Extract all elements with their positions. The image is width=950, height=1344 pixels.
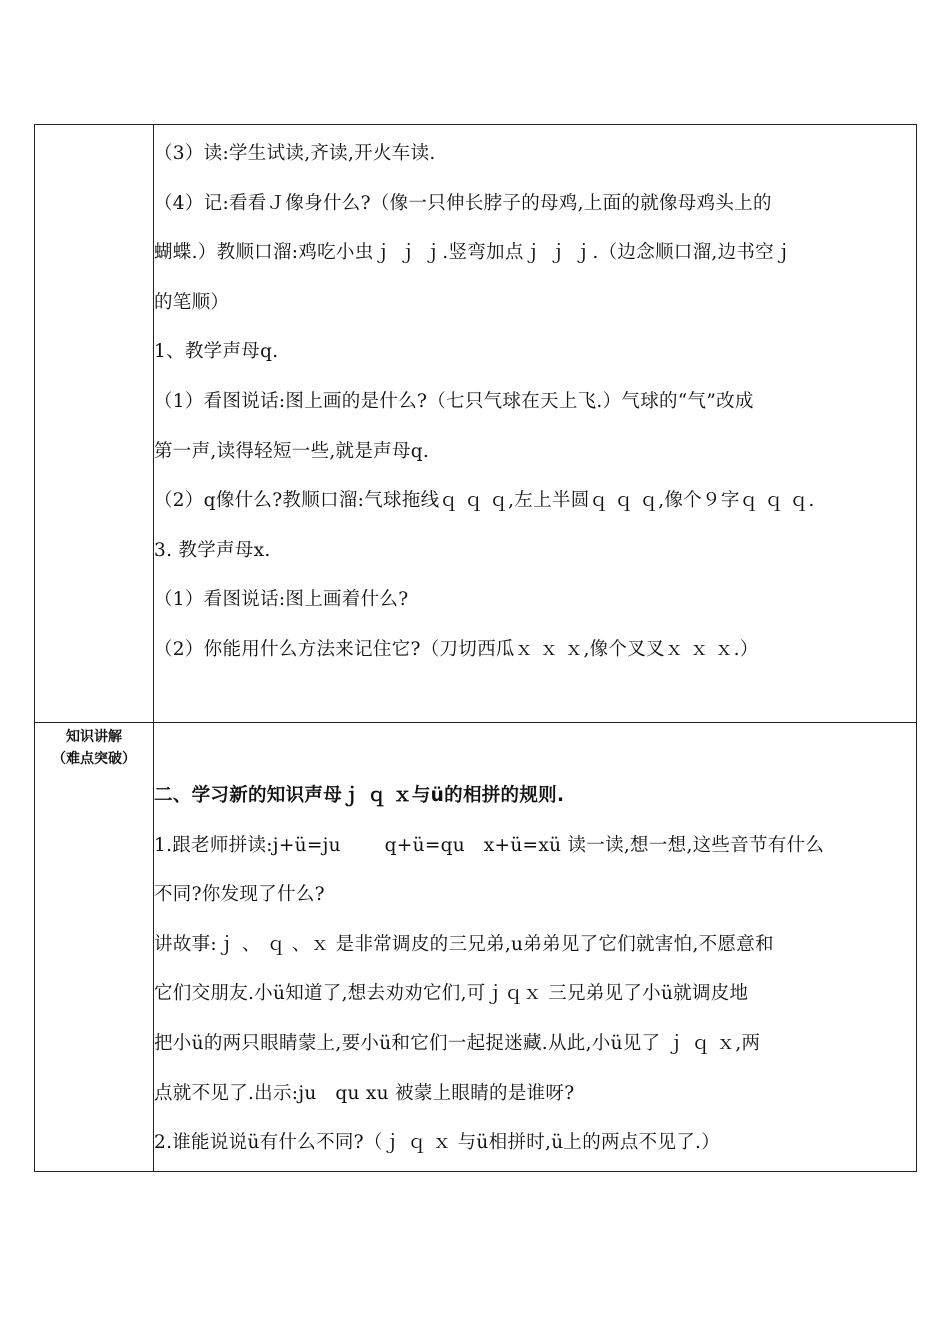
text-line: 蝴蝶.）教顺口溜:鸡吃小虫ｊ ｊ ｊ.竖弯加点ｊ ｊ ｊ.（边念顺口溜,边书空ｊ [154,242,793,264]
table-row [35,723,917,1172]
content-cell-spelling-rules [154,723,917,1172]
text-line: （1）看图说话:图上画着什么? [154,589,409,611]
lesson-plan-table [34,124,917,1172]
text-line: 不同?你发现了什么? [154,884,325,906]
text-line: 1、教学声母q. [154,341,279,363]
label-cell-knowledge [35,723,154,1172]
section-label [35,726,153,770]
text-line: （3）读:学生试读,齐读,开火车读. [154,143,436,164]
text-line: 2.谁能说说ü有什么不同?（ｊ ｑ ｘ 与ü相拼时,ü上的两点不见了.） [154,1132,721,1154]
text-line: 的笔顺） [154,291,230,313]
text-line: 把小ü的两只眼睛蒙上,要小ü和它们一起捉迷藏.从此,小ü见了 ｊ ｑ ｘ,两 [154,1032,761,1054]
text-line: 1.跟老师拼读:j+ü=ju q+ü=qu x+ü=xü 读一读,想一想,这些音节有什么 [154,834,825,856]
text-line: （2）你能用什么方法来记住它?（刀切西瓜ｘ ｘ ｘ,像个叉叉ｘ ｘ ｘ.） [154,638,759,660]
table-row [35,125,917,723]
text-line: （4）记:看看Ｊ像身什么?（像一只伸长脖子的母鸡,上面的就像母鸡头上的 [154,192,772,214]
text-line: 点就不见了.出示:ju qu xu 被蒙上眼睛的是谁呀? [154,1082,575,1104]
text-line: 第一声,读得轻短一些,就是声母q. [154,440,430,462]
section-heading: 二、学习新的知识声母ｊ ｑ ｘ与ü的相拼的规则. [154,785,565,806]
content-cell-jqx-teaching [154,125,917,723]
section-label-line1: 知识讲解 [66,729,122,745]
text-line: 3. 教学声母x. [154,539,271,561]
text-line: 它们交朋友.小ü知道了,想去劝劝它们,可ｊｑｘ 三兄弟见了小ü就调皮地 [154,983,749,1005]
text-line: （2）q像什么?教顺口溜:气球拖线ｑ ｑ ｑ,左上半圆ｑ ｑ ｑ,像个９字ｑ ｑ ｑ. [154,490,815,512]
text-line: 讲故事:ｊ 、 ｑ 、ｘ 是非常调皮的三兄弟,u弟弟见了它们就害怕,不愿意和 [154,933,774,955]
section-label-line2: （难点突破） [52,751,136,767]
text-line: （1）看图说话:图上画的是什么?（七只气球在天上飞.）气球的“气”改成 [154,390,754,412]
label-cell-empty [35,125,154,723]
